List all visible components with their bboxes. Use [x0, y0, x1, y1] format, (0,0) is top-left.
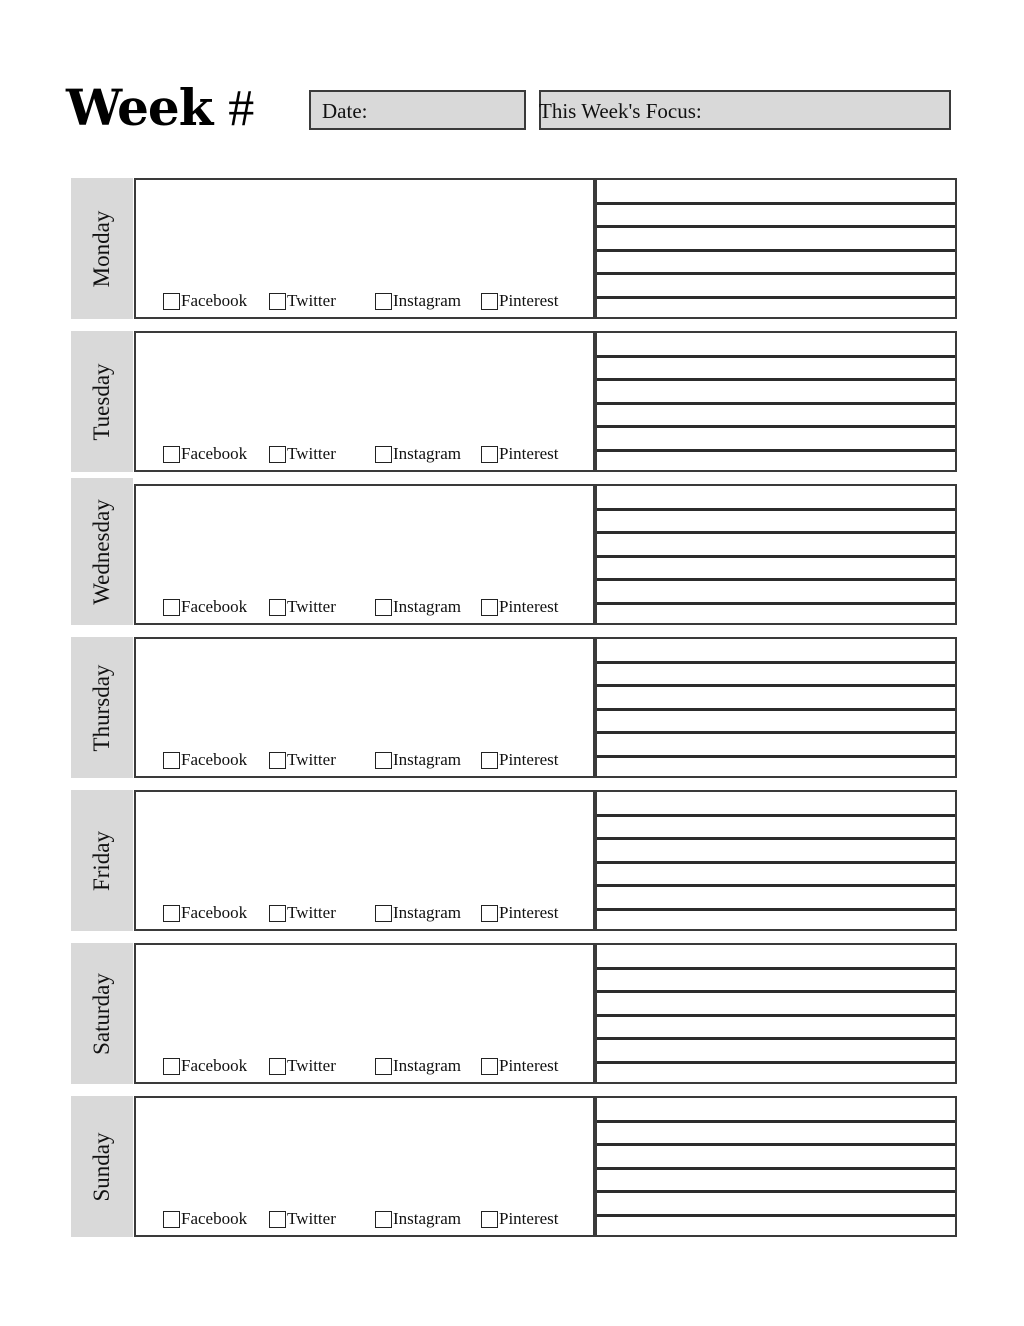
- day-lined-notes[interactable]: [594, 943, 957, 1084]
- ruled-line: [597, 814, 955, 817]
- instagram-checkbox[interactable]: [375, 1211, 392, 1228]
- ruled-line: [597, 661, 955, 664]
- day-row-monday: [0, 178, 1024, 319]
- twitter-checkbox[interactable]: [269, 1058, 286, 1075]
- facebook-checkbox[interactable]: [163, 752, 180, 769]
- day-row-wednesday: [0, 484, 1024, 625]
- twitter-checkbox[interactable]: [269, 752, 286, 769]
- twitter-label: Twitter: [287, 1056, 336, 1075]
- twitter-label: Twitter: [287, 291, 336, 310]
- social-option-instagram: [375, 903, 461, 923]
- social-checkboxes: [163, 1209, 583, 1229]
- ruled-line: [597, 837, 955, 840]
- social-option-facebook: [163, 597, 247, 617]
- ruled-line: [597, 296, 955, 299]
- social-option-instagram: [375, 597, 461, 617]
- day-name: Wednesday: [89, 498, 114, 605]
- ruled-line: [597, 202, 955, 205]
- social-option-facebook: [163, 750, 247, 770]
- day-label: [71, 1096, 133, 1237]
- day-name: Saturday: [89, 972, 114, 1055]
- day-label: [71, 637, 133, 778]
- day-lined-notes[interactable]: [594, 790, 957, 931]
- ruled-line: [597, 508, 955, 511]
- social-option-pinterest: [481, 291, 559, 311]
- social-checkboxes: [163, 444, 583, 464]
- twitter-label: Twitter: [287, 903, 336, 922]
- social-checkboxes: [163, 903, 583, 923]
- title-week: Week: [66, 78, 213, 137]
- ruled-line: [597, 425, 955, 428]
- day-name: Monday: [89, 210, 114, 287]
- social-option-facebook: [163, 291, 247, 311]
- social-option-instagram: [375, 291, 461, 311]
- day-name: Sunday: [89, 1132, 114, 1201]
- ruled-line: [597, 249, 955, 252]
- ruled-line: [597, 531, 955, 534]
- day-label: [71, 478, 133, 625]
- day-lined-notes[interactable]: [594, 331, 957, 472]
- ruled-line: [597, 708, 955, 711]
- social-option-facebook: [163, 903, 247, 923]
- pinterest-label: Pinterest: [499, 444, 559, 463]
- ruled-line: [597, 1143, 955, 1146]
- pinterest-label: Pinterest: [499, 291, 559, 310]
- ruled-line: [597, 884, 955, 887]
- ruled-line: [597, 225, 955, 228]
- instagram-label: Instagram: [393, 291, 461, 310]
- facebook-checkbox[interactable]: [163, 905, 180, 922]
- ruled-line: [597, 355, 955, 358]
- facebook-checkbox[interactable]: [163, 1211, 180, 1228]
- ruled-line: [597, 1167, 955, 1170]
- day-name: Friday: [89, 830, 114, 891]
- twitter-checkbox[interactable]: [269, 905, 286, 922]
- social-option-twitter: [269, 291, 336, 311]
- facebook-label: Facebook: [181, 1056, 248, 1075]
- day-notes-box[interactable]: [134, 331, 595, 472]
- date-label: Date:: [322, 99, 368, 123]
- ruled-line: [597, 555, 955, 558]
- instagram-checkbox[interactable]: [375, 599, 392, 616]
- facebook-label: Facebook: [181, 291, 248, 310]
- twitter-label: Twitter: [287, 1209, 336, 1228]
- facebook-checkbox[interactable]: [163, 446, 180, 463]
- social-option-pinterest: [481, 597, 559, 617]
- day-row-sunday: [0, 1096, 1024, 1237]
- day-row-tuesday: [0, 331, 1024, 472]
- instagram-checkbox[interactable]: [375, 1058, 392, 1075]
- social-option-pinterest: [481, 1209, 559, 1229]
- social-option-pinterest: [481, 1056, 559, 1076]
- day-notes-box[interactable]: [134, 484, 595, 625]
- facebook-label: Facebook: [181, 750, 248, 769]
- ruled-line: [597, 861, 955, 864]
- pinterest-label: Pinterest: [499, 903, 559, 922]
- social-option-facebook: [163, 444, 247, 464]
- pinterest-checkbox[interactable]: [481, 293, 498, 310]
- day-notes-box[interactable]: [134, 178, 595, 319]
- instagram-label: Instagram: [393, 597, 461, 616]
- twitter-checkbox[interactable]: [269, 599, 286, 616]
- day-notes-box[interactable]: [134, 790, 595, 931]
- ruled-line: [597, 578, 955, 581]
- social-option-facebook: [163, 1056, 247, 1076]
- instagram-checkbox[interactable]: [375, 752, 392, 769]
- pinterest-label: Pinterest: [499, 1209, 559, 1228]
- pinterest-checkbox[interactable]: [481, 599, 498, 616]
- day-row-friday: [0, 790, 1024, 931]
- facebook-checkbox[interactable]: [163, 599, 180, 616]
- day-name: Thursday: [89, 664, 114, 751]
- ruled-line: [597, 908, 955, 911]
- social-checkboxes: [163, 750, 583, 770]
- facebook-label: Facebook: [181, 1209, 248, 1228]
- social-checkboxes: [163, 597, 583, 617]
- facebook-label: Facebook: [181, 444, 248, 463]
- social-option-pinterest: [481, 903, 559, 923]
- day-notes-box[interactable]: [134, 943, 595, 1084]
- pinterest-checkbox[interactable]: [481, 446, 498, 463]
- social-checkboxes: [163, 1056, 583, 1076]
- day-lined-notes[interactable]: [594, 637, 957, 778]
- social-option-pinterest: [481, 750, 559, 770]
- pinterest-checkbox[interactable]: [481, 1058, 498, 1075]
- facebook-checkbox[interactable]: [163, 1058, 180, 1075]
- social-option-instagram: [375, 444, 461, 464]
- ruled-line: [597, 755, 955, 758]
- ruled-line: [597, 731, 955, 734]
- ruled-line: [597, 378, 955, 381]
- twitter-label: Twitter: [287, 750, 336, 769]
- ruled-line: [597, 1190, 955, 1193]
- instagram-checkbox[interactable]: [375, 905, 392, 922]
- day-label: [71, 331, 133, 472]
- social-option-twitter: [269, 1209, 336, 1229]
- day-notes-box[interactable]: [134, 637, 595, 778]
- pinterest-label: Pinterest: [499, 750, 559, 769]
- weekly-focus-label: This Week's Focus:: [539, 99, 702, 123]
- social-option-instagram: [375, 1209, 461, 1229]
- instagram-checkbox[interactable]: [375, 293, 392, 310]
- facebook-checkbox[interactable]: [163, 293, 180, 310]
- social-option-facebook: [163, 1209, 247, 1229]
- pinterest-label: Pinterest: [499, 1056, 559, 1075]
- twitter-checkbox[interactable]: [269, 293, 286, 310]
- social-option-twitter: [269, 597, 336, 617]
- ruled-line: [597, 990, 955, 993]
- social-option-pinterest: [481, 444, 559, 464]
- day-lined-notes[interactable]: [594, 1096, 957, 1237]
- pinterest-label: Pinterest: [499, 597, 559, 616]
- twitter-checkbox[interactable]: [269, 446, 286, 463]
- ruled-line: [597, 602, 955, 605]
- ruled-line: [597, 1014, 955, 1017]
- pinterest-checkbox[interactable]: [481, 752, 498, 769]
- facebook-label: Facebook: [181, 903, 248, 922]
- day-lined-notes[interactable]: [594, 178, 957, 319]
- twitter-label: Twitter: [287, 444, 336, 463]
- instagram-label: Instagram: [393, 1056, 461, 1075]
- date-field[interactable]: [309, 90, 526, 130]
- social-option-twitter: [269, 1056, 336, 1076]
- pinterest-checkbox[interactable]: [481, 1211, 498, 1228]
- social-option-twitter: [269, 903, 336, 923]
- ruled-line: [597, 272, 955, 275]
- ruled-line: [597, 1037, 955, 1040]
- social-option-twitter: [269, 444, 336, 464]
- facebook-label: Facebook: [181, 597, 248, 616]
- social-option-instagram: [375, 1056, 461, 1076]
- social-option-instagram: [375, 750, 461, 770]
- page-title: [66, 78, 254, 139]
- ruled-line: [597, 1061, 955, 1064]
- ruled-line: [597, 1120, 955, 1123]
- ruled-line: [597, 449, 955, 452]
- day-row-thursday: [0, 637, 1024, 778]
- social-checkboxes: [163, 291, 583, 311]
- day-name: Tuesday: [89, 362, 114, 441]
- instagram-label: Instagram: [393, 444, 461, 463]
- instagram-label: Instagram: [393, 903, 461, 922]
- instagram-label: Instagram: [393, 750, 461, 769]
- instagram-checkbox[interactable]: [375, 446, 392, 463]
- ruled-line: [597, 967, 955, 970]
- twitter-checkbox[interactable]: [269, 1211, 286, 1228]
- day-row-saturday: [0, 943, 1024, 1084]
- ruled-line: [597, 1214, 955, 1217]
- ruled-line: [597, 402, 955, 405]
- twitter-label: Twitter: [287, 597, 336, 616]
- title-number-symbol: #: [228, 80, 255, 137]
- day-label: [71, 178, 133, 319]
- pinterest-checkbox[interactable]: [481, 905, 498, 922]
- social-option-twitter: [269, 750, 336, 770]
- instagram-label: Instagram: [393, 1209, 461, 1228]
- weekly-focus-field[interactable]: [539, 90, 951, 130]
- day-lined-notes[interactable]: [594, 484, 957, 625]
- day-notes-box[interactable]: [134, 1096, 595, 1237]
- day-label: [71, 943, 133, 1084]
- day-label: [71, 790, 133, 931]
- ruled-line: [597, 684, 955, 687]
